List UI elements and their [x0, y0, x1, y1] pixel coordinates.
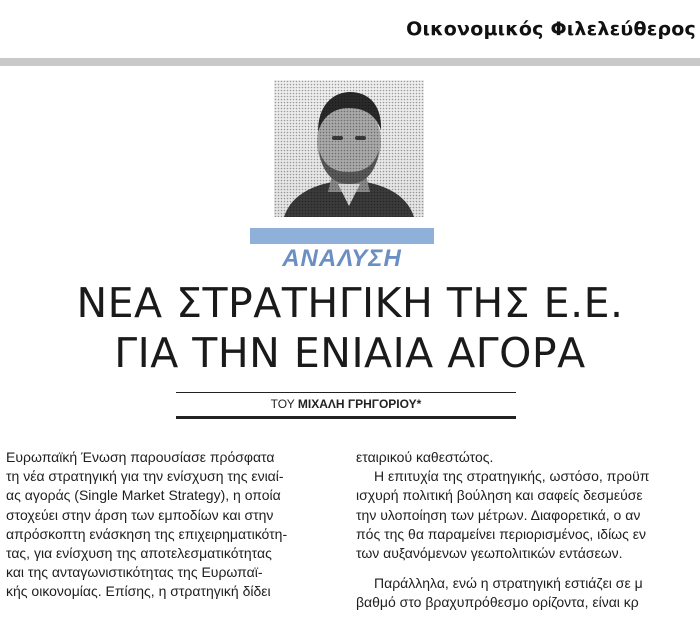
headline-line-1: ΝΕΑ ΣΤΡΑΤΗΓΙΚΗ ΤΗΣ Ε.Ε. [76, 279, 624, 327]
body-line: των αυξανόμενων γεωπολιτικών εντάσεων. [356, 544, 623, 561]
body-line: ας αγοράς (Single Market Strategy), η οποία [6, 487, 281, 504]
article-column-right [356, 448, 700, 613]
body-line: Παράλληλα, ενώ η στρατηγική εστιάζει σε μ [374, 575, 643, 592]
body-line: στοχεύει στην άρση των εμποδίων και στην [6, 506, 274, 523]
byline-rule-top [176, 392, 516, 393]
article-headline [40, 278, 660, 378]
headline-line-2: ΓΙΑ ΤΗΝ ΕΝΙΑΙΑ ΑΓΟΡΑ [114, 329, 586, 377]
body-line: ισχυρή πολιτική βούληση και σαφείς δεσμεύσε [356, 487, 643, 504]
byline-rule-bottom [176, 416, 516, 419]
body-line: κής οικονομίας. Επίσης, η στρατηγική δίδει [6, 583, 271, 600]
body-line: Η επιτυχία της στρατηγικής, ωστόσο, προϋπ [374, 468, 650, 485]
body-line: πός της θα παραμείνει περιορισμένος, ιδίως εν [356, 525, 646, 542]
author-portrait [274, 80, 424, 217]
byline-author: ΜΙΧΑΛΗ ΓΡΗΓΟΡΙΟΥ* [297, 397, 422, 411]
section-label: ΑΝΑΛΥΣΗ [282, 245, 402, 272]
body-line: τη νέα στρατηγική για την ενίσχυση της ενιαί- [6, 468, 284, 485]
article-column-left [6, 448, 344, 602]
masthead [0, 0, 700, 66]
body-line: απρόσκοπτη ενάσκηση της επιχειρηματικότη- [6, 525, 288, 542]
byline [176, 397, 516, 411]
body-line: εταιρικού καθεστώτος. [356, 449, 494, 465]
section-bar [250, 228, 434, 244]
body-line: την υλοποίηση των μέτρων. Διαφορετικά, ο αν [356, 506, 641, 523]
body-line: τας, για ενίσχυση της αποτελεσματικότητας [6, 544, 272, 561]
body-line: και της ανταγωνιστικότητας της Ευρωπαϊ- [6, 564, 263, 581]
body-line: Ευρωπαϊκή Ένωση παρουσίασε πρόσφατα [6, 449, 275, 465]
body-line: βαθμό στο βραχυπρόθεσμο ορίζοντα, είναι κρ [356, 594, 639, 611]
publication-name: Οικονομικός Φιλελεύθερος [406, 18, 696, 40]
byline-prefix: ΤΟΥ [270, 397, 298, 411]
paragraph-gap [356, 563, 700, 574]
